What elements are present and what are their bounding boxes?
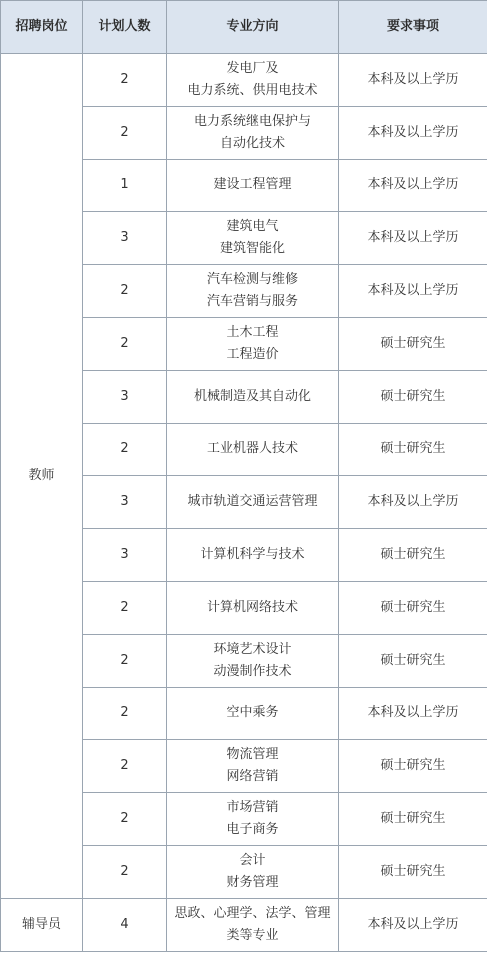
major-cell: [167, 423, 339, 476]
count-cell: 2: [83, 845, 167, 898]
requirement-cell: 硕士研究生: [339, 423, 487, 476]
major-line: 电力系统、供用电技术: [187, 82, 318, 98]
count-cell: 4: [83, 898, 167, 951]
major-cell: [167, 740, 339, 793]
major-line: 市场营销: [226, 800, 279, 816]
table-row: [1, 898, 487, 951]
header-position: 招聘岗位: [1, 1, 83, 54]
requirement-cell: 本科及以上学历: [339, 212, 487, 265]
requirement-cell: 本科及以上学历: [339, 265, 487, 318]
count-cell: 2: [83, 634, 167, 687]
major-line: 汽车营销与服务: [206, 294, 298, 310]
major-cell: [167, 529, 339, 582]
major-line: 土木工程: [226, 324, 279, 340]
header-count: 计划人数: [83, 1, 167, 54]
position-cell: 教师: [1, 54, 83, 899]
major-line: 工程造价: [226, 346, 279, 362]
table-header: [1, 1, 487, 54]
count-cell: 3: [83, 529, 167, 582]
major-line: 会计: [239, 852, 266, 868]
count-cell: 2: [83, 317, 167, 370]
requirement-cell: 硕士研究生: [339, 845, 487, 898]
major-line: 物流管理: [226, 747, 279, 763]
requirement-cell: 硕士研究生: [339, 529, 487, 582]
major-line: 财务管理: [226, 874, 279, 890]
requirement-cell: 本科及以上学历: [339, 106, 487, 159]
major-cell: [167, 159, 339, 212]
count-cell: 2: [83, 423, 167, 476]
major-line: 计算机科学与技术: [200, 547, 305, 563]
major-cell: [167, 212, 339, 265]
major-cell: [167, 793, 339, 846]
major-line: 建筑智能化: [219, 241, 285, 257]
count-cell: 2: [83, 54, 167, 107]
table-row: [1, 54, 487, 107]
count-cell: 3: [83, 476, 167, 529]
major-line: 计算机网络技术: [206, 599, 298, 615]
count-cell: 2: [83, 581, 167, 634]
major-line: 电子商务: [226, 822, 279, 838]
header-requirement: 要求事项: [339, 1, 487, 54]
major-line: 环境艺术设计: [213, 641, 292, 657]
requirement-cell: 本科及以上学历: [339, 476, 487, 529]
major-cell: [167, 106, 339, 159]
major-cell: [167, 898, 339, 951]
major-line: 电力系统继电保护与: [193, 113, 311, 129]
requirement-cell: 本科及以上学历: [339, 54, 487, 107]
major-line: 思政、心理学、法学、管理: [174, 905, 331, 921]
count-cell: 2: [83, 740, 167, 793]
major-cell: [167, 54, 339, 107]
major-cell: [167, 845, 339, 898]
position-cell: 辅导员: [1, 898, 83, 951]
major-line: 发电厂及: [226, 60, 279, 76]
count-cell: 2: [83, 106, 167, 159]
major-line: 城市轨道交通运营管理: [187, 494, 318, 510]
requirement-cell: 硕士研究生: [339, 317, 487, 370]
major-line: 类等专业: [226, 927, 279, 943]
major-line: 网络营销: [226, 769, 279, 785]
major-line: 建筑电气: [226, 219, 279, 235]
count-cell: 1: [83, 159, 167, 212]
major-line: 自动化技术: [219, 135, 285, 151]
count-cell: 2: [83, 687, 167, 740]
count-cell: 2: [83, 793, 167, 846]
major-line: 工业机器人技术: [206, 441, 298, 457]
table-body: [1, 54, 487, 952]
major-cell: [167, 687, 339, 740]
major-cell: [167, 265, 339, 318]
count-cell: 3: [83, 212, 167, 265]
requirement-cell: 硕士研究生: [339, 634, 487, 687]
major-cell: [167, 476, 339, 529]
requirement-cell: 硕士研究生: [339, 581, 487, 634]
major-cell: [167, 581, 339, 634]
requirement-cell: 本科及以上学历: [339, 159, 487, 212]
major-line: 汽车检测与维修: [206, 272, 298, 288]
requirement-cell: 硕士研究生: [339, 793, 487, 846]
major-line: 空中乘务: [226, 705, 279, 721]
major-line: 建设工程管理: [213, 177, 292, 193]
major-line: 机械制造及其自动化: [193, 388, 311, 404]
requirement-cell: 硕士研究生: [339, 370, 487, 423]
major-cell: [167, 317, 339, 370]
major-cell: [167, 370, 339, 423]
count-cell: 3: [83, 370, 167, 423]
major-line: 动漫制作技术: [213, 663, 292, 679]
count-cell: 2: [83, 265, 167, 318]
header-major: 专业方向: [167, 1, 339, 54]
requirement-cell: 本科及以上学历: [339, 898, 487, 951]
requirement-cell: 本科及以上学历: [339, 687, 487, 740]
major-cell: [167, 634, 339, 687]
requirement-cell: 硕士研究生: [339, 740, 487, 793]
